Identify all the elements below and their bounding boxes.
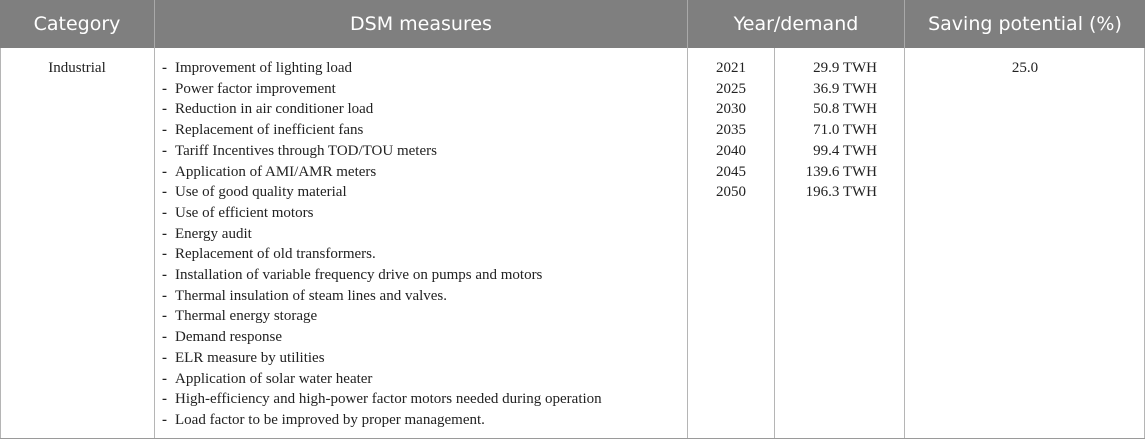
measure-item xyxy=(162,327,682,348)
header-dsm-measures: DSM measures xyxy=(350,13,492,35)
bullet-dash: - xyxy=(162,204,167,221)
measure-label: Thermal energy storage xyxy=(175,308,318,325)
measure-item xyxy=(162,244,682,265)
measure-item xyxy=(162,224,682,245)
measure-item xyxy=(162,79,682,100)
demand-value: 36.9 TWH xyxy=(813,80,877,97)
bullet-dash: - xyxy=(162,101,167,118)
year-value: 2035 xyxy=(716,122,746,139)
measure-label: Use of good quality material xyxy=(175,184,347,201)
bullet-dash: - xyxy=(162,329,167,346)
category-cell: Industrial xyxy=(48,60,106,76)
measure-item xyxy=(162,99,682,120)
demand-value: 99.4 TWH xyxy=(813,142,877,159)
column-divider xyxy=(0,48,1,438)
year-value: 2021 xyxy=(716,60,746,76)
bullet-dash: - xyxy=(162,308,167,325)
bullet-dash: - xyxy=(162,225,167,242)
measure-label: Improvement of lighting load xyxy=(175,60,353,76)
measure-item xyxy=(162,182,682,203)
measure-item xyxy=(162,369,682,390)
measure-label: Use of efficient motors xyxy=(175,204,314,221)
bullet-dash: - xyxy=(162,370,167,387)
year-value: 2025 xyxy=(716,80,746,97)
bullet-dash: - xyxy=(162,287,167,304)
measure-item xyxy=(162,265,682,286)
bullet-dash: - xyxy=(162,349,167,366)
column-divider xyxy=(904,48,905,438)
demand-value: 50.8 TWH xyxy=(813,101,877,118)
measure-item xyxy=(162,58,682,79)
bullet-dash: - xyxy=(162,60,167,76)
header-saving-potential: Saving potential (%) xyxy=(928,13,1122,35)
measure-item xyxy=(162,141,682,162)
measure-item xyxy=(162,120,682,141)
header-year-demand: Year/demand xyxy=(733,13,859,35)
year-value: 2040 xyxy=(716,142,746,159)
demands-list xyxy=(775,58,877,203)
measure-item xyxy=(162,286,682,307)
measures-list xyxy=(162,58,682,431)
measure-label: Energy audit xyxy=(175,225,252,242)
measure-label: Installation of variable frequency drive on pumps and motors xyxy=(175,267,543,284)
measure-label: Replacement of old transformers. xyxy=(175,246,376,263)
bullet-dash: - xyxy=(162,163,167,180)
bullet-dash: - xyxy=(162,391,167,408)
bullet-dash: - xyxy=(162,411,167,428)
measure-label: High-efficiency and high-power factor motors needed during operation xyxy=(175,391,602,408)
bullet-dash: - xyxy=(162,80,167,97)
measure-label: Demand response xyxy=(175,329,283,346)
header-category: Category xyxy=(33,13,121,35)
bullet-dash: - xyxy=(162,142,167,159)
measure-label: Thermal insulation of steam lines and valves. xyxy=(175,287,448,304)
measure-label: ELR measure by utilities xyxy=(175,349,325,366)
demand-value: 71.0 TWH xyxy=(813,122,877,139)
measure-label: Application of AMI/AMR meters xyxy=(175,163,377,180)
demand-value: 139.6 TWH xyxy=(805,163,877,180)
bullet-dash: - xyxy=(162,246,167,263)
measure-label: Power factor improvement xyxy=(175,80,336,97)
bullet-dash: - xyxy=(162,267,167,284)
demand-value: 196.3 TWH xyxy=(805,184,877,201)
measure-item xyxy=(162,410,682,431)
column-divider xyxy=(154,48,155,438)
year-value: 2050 xyxy=(716,184,746,201)
measure-item xyxy=(162,203,682,224)
bullet-dash: - xyxy=(162,122,167,139)
measure-label: Tariff Incentives through TOD/TOU meters xyxy=(175,142,437,159)
measure-item xyxy=(162,162,682,183)
table-header-row xyxy=(0,0,1145,48)
measure-item xyxy=(162,389,682,410)
years-list xyxy=(688,58,774,203)
demand-value: 29.9 TWH xyxy=(813,60,877,76)
measure-label: Replacement of inefficient fans xyxy=(175,122,364,139)
measure-item xyxy=(162,306,682,327)
measure-label: Reduction in air conditioner load xyxy=(175,101,374,118)
measure-item xyxy=(162,348,682,369)
measure-label: Load factor to be improved by proper management. xyxy=(175,411,485,428)
saving-potential-cell: 25.0 xyxy=(1011,60,1039,76)
year-value: 2045 xyxy=(716,163,746,180)
year-value: 2030 xyxy=(716,101,746,118)
bullet-dash: - xyxy=(162,184,167,201)
measure-label: Application of solar water heater xyxy=(175,370,373,387)
